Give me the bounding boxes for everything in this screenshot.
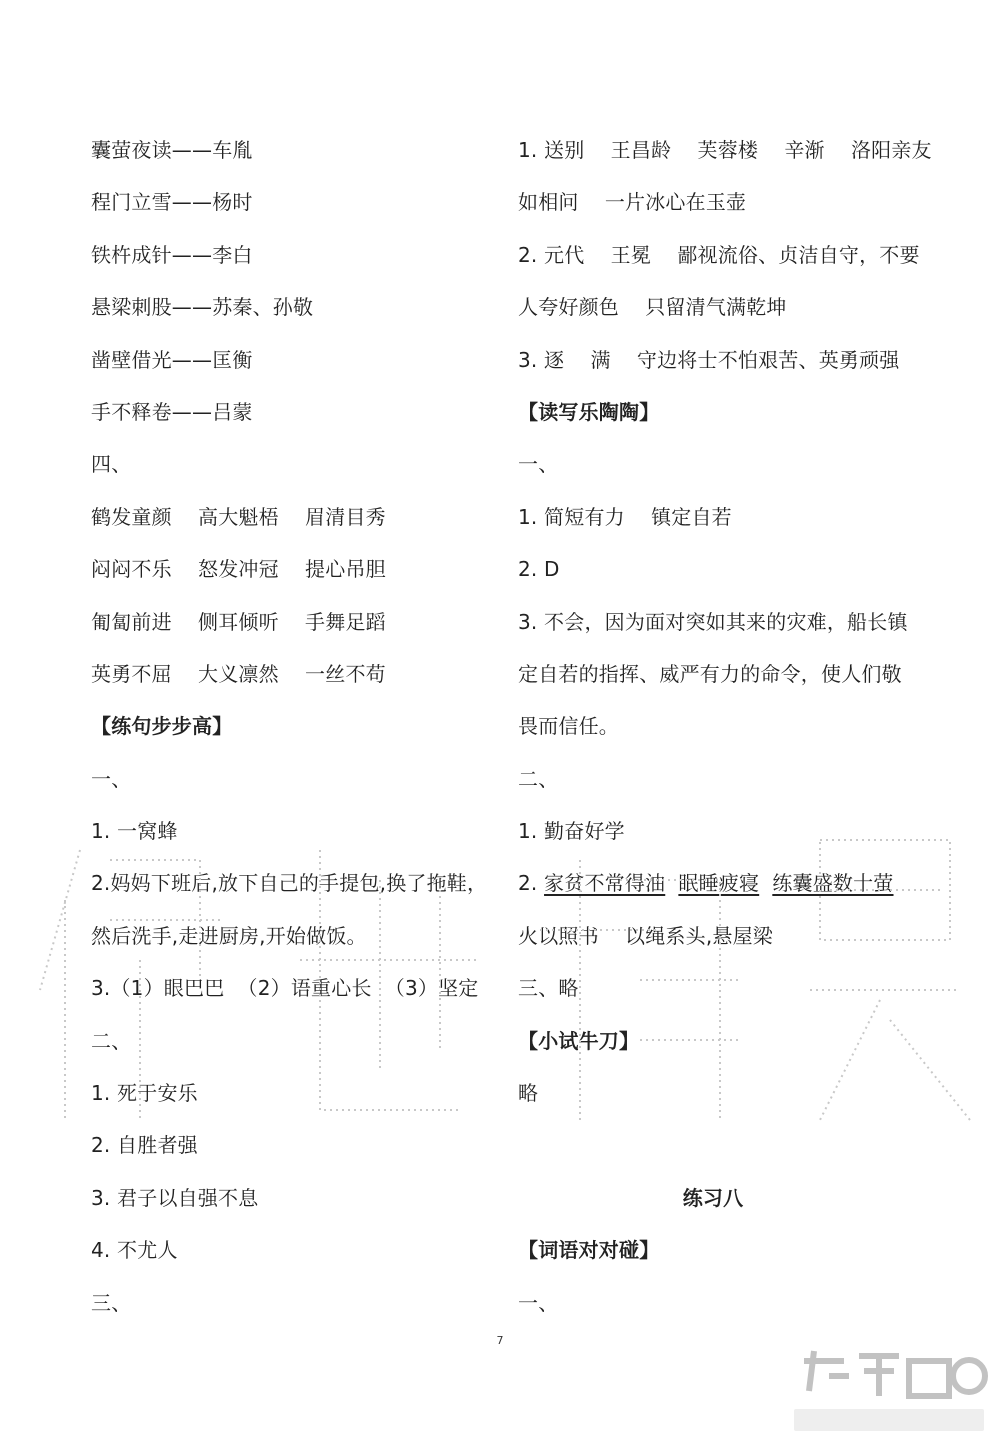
section-heading: 【读写乐陶陶】 <box>518 399 660 424</box>
right-line: 三、略 <box>518 976 579 1001</box>
right-line: 火以照书 以绳系头,悬屋梁 <box>518 923 773 948</box>
right-line: 1. 勤奋好学 <box>518 819 625 844</box>
left-line: 闷闷不乐 怒发冲冠 提心吊胆 <box>91 557 386 582</box>
underlined-phrase: 家贫不常得油 <box>544 871 666 896</box>
section-heading: 【词语对对碰】 <box>518 1238 660 1263</box>
section-number: 三、 <box>91 1290 132 1315</box>
left-line: 铁杵成针——李白 <box>91 242 253 267</box>
right-line-underlined <box>518 857 918 909</box>
section-heading: 【练句步步高】 <box>91 714 233 739</box>
left-line: 悬梁刺股——苏秦、孙敬 <box>91 295 314 320</box>
left-column <box>91 124 491 1329</box>
left-line: 3. 君子以自强不息 <box>91 1185 259 1210</box>
right-line: 定自若的指挥、威严有力的命令，使人们敬 <box>518 661 902 686</box>
left-line: 凿壁借光——匡衡 <box>91 347 253 372</box>
section-number: 一、 <box>91 766 132 791</box>
right-line: 1. 送别 王昌龄 芙蓉楼 辛渐 洛阳亲友 <box>518 138 932 162</box>
right-line: 略 <box>518 1081 539 1106</box>
site-logo-image <box>784 1341 994 1436</box>
left-line: 程门立雪——杨时 <box>91 190 253 215</box>
right-line: 如相问 一片冰心在玉壶 <box>518 190 747 215</box>
right-line: 3. 逐 满 守边将士不怕艰苦、英勇顽强 <box>518 347 900 372</box>
section-number: 一、 <box>518 1290 559 1315</box>
page-number: 7 <box>496 1334 504 1347</box>
section-number: 二、 <box>91 1028 132 1053</box>
left-line: 1. 死于安乐 <box>91 1081 198 1106</box>
section-heading: 【小试牛刀】 <box>518 1028 640 1053</box>
left-line: 然后洗手,走进厨房,开始做饭。 <box>91 923 367 948</box>
left-line: 手不释卷——吕蒙 <box>91 399 253 424</box>
right-line: 2. 元代 王冕 鄙视流俗、贞洁自守，不要 <box>518 242 920 267</box>
item-prefix: 2. <box>518 871 545 896</box>
right-line: 1. 简短有力 镇定自若 <box>518 504 732 529</box>
left-line: 囊萤夜读——车胤 <box>91 138 253 162</box>
right-line: 2. D <box>518 557 560 582</box>
left-line: 匍匐前进 侧耳倾听 手舞足蹈 <box>91 609 386 634</box>
section-number: 一、 <box>518 452 559 477</box>
left-line: 2. 自胜者强 <box>91 1133 198 1158</box>
blank-line <box>518 1119 918 1171</box>
right-line: 3. 不会，因为面对突如其来的灾难，船长镇 <box>518 609 908 634</box>
left-line: 4. 不尤人 <box>91 1238 178 1263</box>
left-line: 3.（1）眼巴巴 （2）语重心长 （3）坚定 <box>91 976 479 1001</box>
exercise-title: 练习八 <box>682 1185 744 1210</box>
right-line: 畏而信任。 <box>518 714 619 739</box>
right-line: 人夸好颜色 只留清气满乾坤 <box>518 295 787 320</box>
section-number: 二、 <box>518 766 559 791</box>
left-line: 2.妈妈下班后,放下自己的手提包,换了拖鞋， <box>91 871 488 896</box>
left-line: 英勇不屈 大义凛然 一丝不苟 <box>91 661 386 686</box>
left-line: 1. 一窝蜂 <box>91 819 178 844</box>
right-column <box>518 124 932 1329</box>
underlined-phrase: 练囊盛数十萤 <box>772 871 894 896</box>
underlined-phrase: 眠睡疲寝 <box>678 871 760 896</box>
left-line: 鹤发童颜 高大魁梧 眉清目秀 <box>91 504 386 529</box>
section-number: 四、 <box>91 452 132 477</box>
